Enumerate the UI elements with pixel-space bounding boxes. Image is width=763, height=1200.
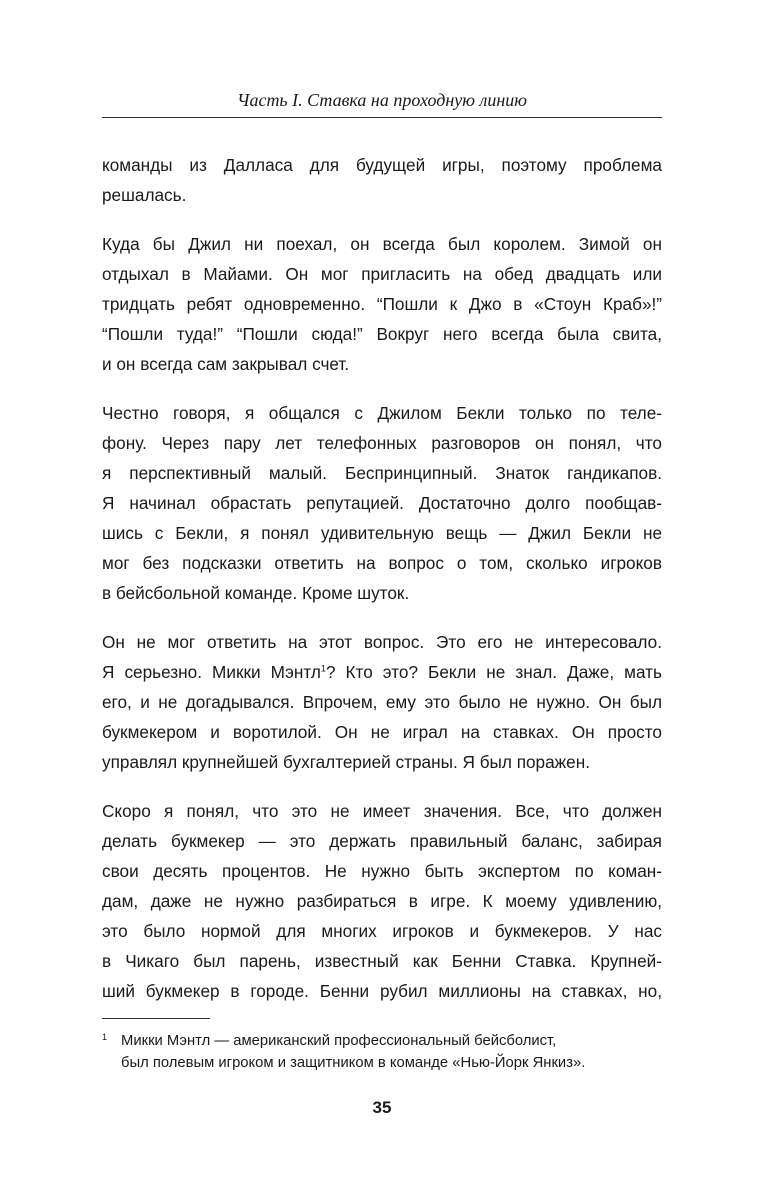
text-line [102,657,662,687]
footnote-line: Микки Мэнтл — американский профессиональный бейсболист, [121,1033,557,1049]
book-page [102,0,662,1200]
text-line: управлял крупнейшей бухгалтерией страны. Я был поражен. [102,752,590,772]
text-line: команды из Далласа для будущей игры, поэтому проблема [102,155,662,175]
running-title: Часть I. Ставка на проходную линию [237,90,527,110]
paragraph-1 [102,150,662,210]
text-line: в бейсбольной команде. Кроме шуток. [102,583,410,603]
text-line: букмекером и воротилой. Он не играл на ставках. Он просто [102,722,662,742]
paragraph-3 [102,398,662,608]
text-line: это было нормой для многих игроков и букмекеров. У нас [102,921,662,941]
text-line: в Чикаго был парень, известный как Бенни Ставка. Крупней- [102,951,662,971]
text-line: делать букмекер — это держать правильный баланс, забирая [102,831,662,851]
text-line: тридцать ребят одновременно. “Пошли к Джо в «Стоун Краб»!” [102,294,662,314]
header-rule [102,117,662,118]
footnote-line: был полевым игроком и защитником в команде «Нью-Йорк Янкиз». [121,1055,586,1071]
paragraph-4 [102,627,662,777]
text-line: дам, даже не нужно разбираться в игре. К моему удивлению, [102,891,662,911]
text-line: Он не мог ответить на этот вопрос. Это его не интересовало. [102,632,662,652]
text-line: Я начинал обрастать репутацией. Достаточно долго пообщав- [102,493,662,513]
footnote-number: 1 [102,1032,108,1042]
text-line: решалась. [102,185,187,205]
text-line: Куда бы Джил ни поехал, он всегда был королем. Зимой он [102,234,662,254]
text-line: и он всегда сам закрывал счет. [102,354,350,374]
text-line: свои десять процентов. Не нужно быть экспертом по коман- [102,861,662,881]
footnote-rule [102,1018,210,1019]
text-segment: Я серьезно. Микки Мэнтл [102,662,321,682]
text-line: Скоро я понял, что это не имеет значения. Все, что должен [102,801,662,821]
text-line: ший букмекер в городе. Бенни рубил миллионы на ставках, но, [102,981,662,1001]
footnote [102,1030,662,1074]
text-line: фону. Через пару лет телефонных разговоров он понял, что [102,433,662,453]
text-line: я перспективный малый. Беспринципный. Знаток гандикапов. [102,463,662,483]
paragraph-2 [102,229,662,379]
text-line: шись с Бекли, я понял удивительную вещь — Джил Бекли не [102,523,662,543]
footnote-reference[interactable]: 1 [320,663,326,674]
text-line: “Пошли туда!” “Пошли сюда!” Вокруг него всегда была свита, [102,324,662,344]
footnote-text [121,1030,662,1074]
text-line: его, и не догадывался. Впрочем, ему это было не нужно. Он был [102,692,662,712]
paragraph-5 [102,796,662,1006]
text-segment: ? Кто это? Бекли не знал. Даже, мать [325,662,662,682]
text-line: отдыхал в Майами. Он мог пригласить на обед двадцать или [102,264,662,284]
page-number: 35 [372,1098,392,1117]
body-text [102,150,662,1025]
text-line: Честно говоря, я общался с Джилом Бекли только по теле- [102,403,662,423]
text-line: мог без подсказки ответить на вопрос о том, сколько игроков [102,553,662,573]
